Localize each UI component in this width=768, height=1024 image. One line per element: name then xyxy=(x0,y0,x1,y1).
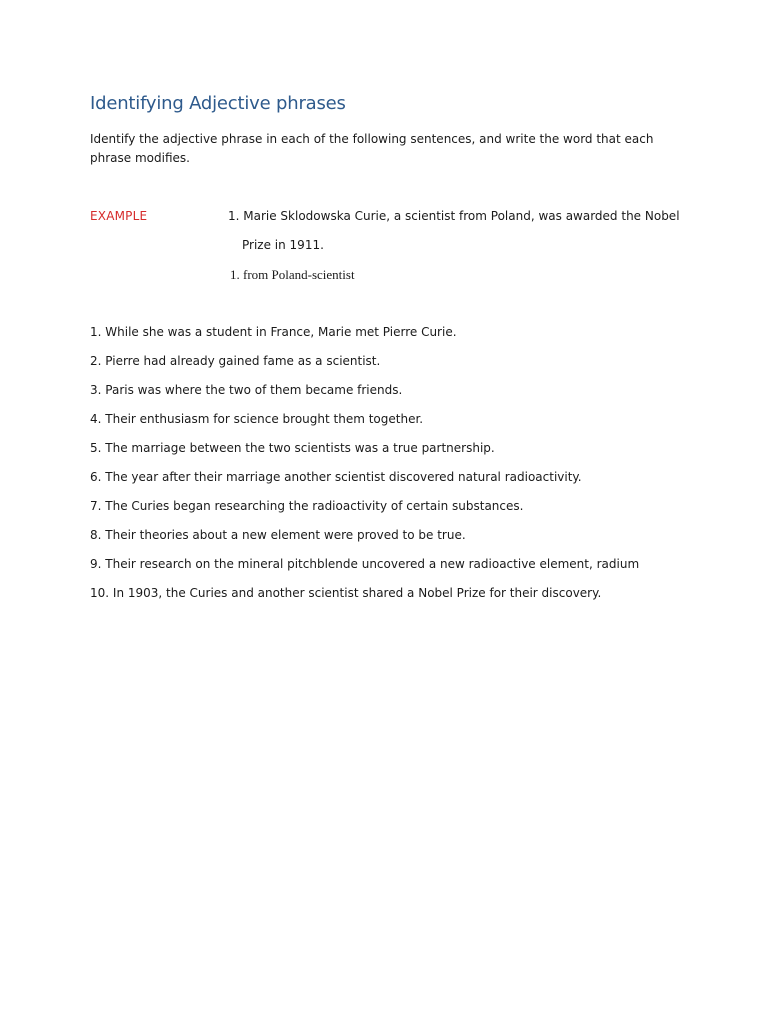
sentence-item-4: 4. Their enthusiasm for science brought them together. xyxy=(90,412,424,426)
example-label: EXAMPLE xyxy=(90,209,148,223)
instructions-text: Identify the adjective phrase in each of the following sentences, and write the word that each phrase modifies. xyxy=(90,132,654,165)
sentence-item-1: 1. While she was a student in France, Marie met Pierre Curie. xyxy=(90,325,457,339)
sentence-list xyxy=(90,325,639,615)
example-answer: 1. from Poland-scientist xyxy=(230,267,355,282)
sentence-item-10: 10. In 1903, the Curies and another scientist shared a Nobel Prize for their discovery. xyxy=(90,586,602,600)
example-sentence-line-2: Prize in 1911. xyxy=(242,238,324,252)
sentence-item-5: 5. The marriage between the two scientists was a true partnership. xyxy=(90,441,495,455)
page-title: Identifying Adjective phrases xyxy=(90,93,346,114)
sentence-item-9: 9. Their research on the mineral pitchblende uncovered a new radioactive element, radium xyxy=(90,557,640,571)
sentence-item-6: 6. The year after their marriage another scientist discovered natural radioactivity. xyxy=(90,470,582,484)
sentence-item-7: 7. The Curies began researching the radioactivity of certain substances. xyxy=(90,499,524,513)
sentence-item-8: 8. Their theories about a new element were proved to be true. xyxy=(90,528,466,542)
sentence-item-2: 2. Pierre had already gained fame as a scientist. xyxy=(90,354,381,368)
sentence-item-3: 3. Paris was where the two of them became friends. xyxy=(90,383,403,397)
example-sentence-line-1: 1. Marie Sklodowska Curie, a scientist from Poland, was awarded the Nobel xyxy=(228,209,680,223)
